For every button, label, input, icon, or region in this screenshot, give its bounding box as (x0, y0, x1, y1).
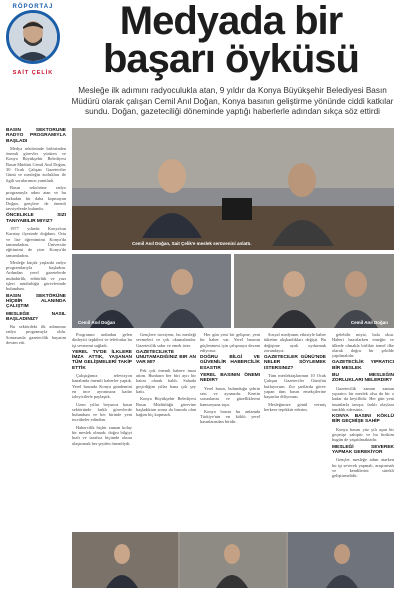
portrait-photo-icon (234, 254, 394, 328)
photo-top (72, 128, 394, 250)
column-paragraph: Bu sektördeki ilk adımımız radyo programıyla oldu. Sonrasında gazetecilik hayatım devam etti. (6, 324, 66, 345)
column-paragraph: Basın sektörüne radyo programıyla adım atan ve bu tutkudan bir daha kopmayan Doğan, gençlere de önemli tavsiyelerde bulundu. (6, 184, 66, 212)
photo-mid-left (72, 254, 231, 328)
column-subheading: BASIN SEKTÖRÜNE HİÇBİR ALANINDA ÇALIŞTIM (6, 293, 66, 310)
column-paragraph: Yerel basın, bulunduğu şehrin sesi ve aynasıdır. Kentin sorunlarını ve güzelliklerini kamuoyuna taşır. (200, 385, 260, 407)
photo-bottom-strip (72, 532, 394, 588)
headline-line-2: başarı öyküsü (102, 37, 359, 81)
article-deck: Mesleğe ilk adımını radyoculukla atan, 9 yıldır da Konya Büyükşehir Belediyesi Basın Müdürü olarak çalışan Cemil Anıl Doğan, Konya basının geliştirme yönünde ciddi katkılar sundu. Doğan, gazeteciliği döneminde yaptığı haberlerle adından sıkça söz ettirdi (71, 86, 394, 116)
column-paragraph: Gençlere tavsiyem, bu mesleği sevmeleri ve çok okumalarıdır. Gazetecilik sabır ve emek ister. (136, 332, 196, 348)
photo-mid-right-caption: Cemil Anıl Doğan (350, 320, 388, 325)
column-subheading: BASIN SEKTÖRÜNE RADYO PROGRAMIYLA BAŞLADI (6, 128, 66, 144)
column-paragraph: Konya basını yüz yılı aşan bir geçmişe sahiptir ve bu birikim bugün de yaşatılmaktadır. (332, 426, 394, 443)
column-paragraph: Gazetecilik zaman zaman yıpratıcı bir meslek olsa da bir o kadar da keyiflidir. Her gün yeni insanlarla tanışır, farklı olaylara tanıklık edersiniz. (332, 385, 394, 412)
column-subheading: ÖNCELIKLE SIZI TANIYABILIR MIYIZ? (6, 213, 66, 224)
column-paragraph: Uzun yıllar boyunca basın sektöründe farklı görevlerde bulundum ve her birinde yeni tecrübeler edindim. (72, 401, 132, 423)
photo-mid-left-caption: Cemil Anıl Doğan (78, 320, 116, 325)
column-subheading: DOĞRU BİLGİ VE GÜVENİLİR HABERCİLİK ESASTIR (200, 355, 260, 371)
interview-photo-icon (72, 128, 394, 250)
column-paragraph: Tüm meslektaşlarımın 10 Ocak Çalışan Gazeteciler Günü'nü kutluyorum. Zor şartlarda görev yapan tüm basın emekçilerine başarılar diliyorum. (264, 373, 326, 400)
column-paragraph: Konya Büyükşehir Belediyesi Basın Müdürlüğü görevine başladıktan sonra da basınla olan bağım hiç kopmadı. (136, 396, 196, 418)
column-subheading: BU MESLEĞIN ZORLUKLARI NELERDIR? (332, 373, 394, 384)
column-paragraph: Gençler mesleğe adım atarken bu işi severek yapmalı, araştırmalı ve kendilerini sürekli geliştirmelidir. (332, 457, 394, 479)
author-badge (4, 4, 62, 84)
column-left (6, 128, 66, 588)
group-photo-icon (72, 532, 394, 588)
author-avatar (6, 10, 60, 64)
headline-line-1: Medyada bir (119, 0, 343, 43)
column-paragraph: 1977 yılında Konya'nın Karatay ilçesinde doğdum. Orta ve lise öğrenimimi Konya'da tamamladım. Üniversite eğitimimi de yine Konya'da tamamladım. (6, 226, 66, 258)
column-paragraph: Pek çok önemli habere imza attım. Bunların her biri ayrı bir hatıra olarak kaldı. Sahada geçirdiğim yıllar bana çok şey kattı. (136, 367, 196, 394)
column-paragraph: Çalıştığımız televizyon kanalında önemli haberler yaptık. Yerel basında Konya gündemini en ince ayrıntısına kadar izleyicilerle paylaştık. (72, 373, 132, 400)
column-subheading: YEREL TV'DE İLKLERE İMZA ATTIK, YAŞANAN TÜM GELİŞMELERİ TAKİP ETTİK (72, 349, 132, 371)
badge-ring-text: RÖPORTAJ (12, 4, 54, 10)
column-subheading: GAZETECİLİK YIPRATICI BİR MESLEK (332, 360, 394, 371)
column-paragraph: gelebilir miyiz, hala okur. Haberi hazırlarken emeğin ve ülkede olmakla birlikte temel ilke olarak doğru bir şekilde yapılmalıdır. (332, 332, 394, 359)
column-paragraph: Programın ardından gelen dinleyici tepkileri ve telefonlar bu işi sevmemi sağladı. (72, 332, 132, 348)
column-subheading: GAZETECILER GÜNÜ'NDE NELER SÖYLEMEK ISTERSINIZ? (264, 355, 326, 371)
column-paragraph: Her gün yeni bir gelişme, yeni bir haber var. Yerel basının güçlenmesi için çalışmaya devam ediyoruz. (200, 332, 260, 353)
column-subheading: YEREL BASININ ÖNEMI NEDIR? (200, 373, 260, 384)
column-paragraph: Medya sektöründe birbirinden önemli görevler yürüten ve Konya Büyükşehir Belediyesi Basın Müdürü Cemil Anıl Doğan, 30 Ocak Çalışan Gazeteciler Günü ve mesleğin zorlukları ile ilgili sorularımızı yanıtladı. (6, 145, 66, 183)
column-subheading: MESLEĞİ SEVEREK YAPMAK GEREKİYOR (332, 444, 394, 455)
photo-mid-right (234, 254, 394, 328)
column-subheading: MESLEĞE NASIL BAŞLADINIZ? (6, 311, 66, 322)
badge-author-name: SAİT ÇELİK (12, 70, 54, 76)
photo-top-caption: Cemil Anıl Doğan, Sait Çelik'e meslek serüvenini anlattı. (132, 241, 252, 246)
column-paragraph: Habercilik hiçbir zaman kolay bir meslek olmadı; doğru bilgiyi hızlı ve tarafsız biçimde okura ulaştırmak her şeyden önemliydi. (72, 424, 132, 446)
portrait-photo-icon (72, 254, 231, 328)
headline (66, 0, 396, 81)
column-paragraph: Konya basını bu anlamda Türkiye'nin en köklü yerel basınlarından biridir. (200, 408, 260, 425)
column-paragraph: Mesleğe küçük yaşlarda radyo programlarıyla başladım. Ardından yerel gazetelerde muhabirlik, editörlük ve yazı işleri müdürlüğü görevlerinde bulundum. (6, 259, 66, 292)
column-paragraph: Sosyal medyanın etkisiyle haber tüketim alışkanlıkları değişti. Bu değişime ayak uydurmak zorundayız. (264, 332, 326, 353)
column-paragraph: Mesleğimize gönül vermiş herkese teşekkür ederim. (264, 401, 326, 412)
author-portrait-icon (9, 13, 57, 61)
column-subheading: KONYA BASINI KÖKLÜ BİR GEÇMİŞE SAHİP (332, 414, 394, 425)
column-right (332, 332, 394, 532)
column-subheading: GAZETECILIKTE UNUTAMADIĞINIZ BIR AN VAR MI? (136, 349, 196, 366)
